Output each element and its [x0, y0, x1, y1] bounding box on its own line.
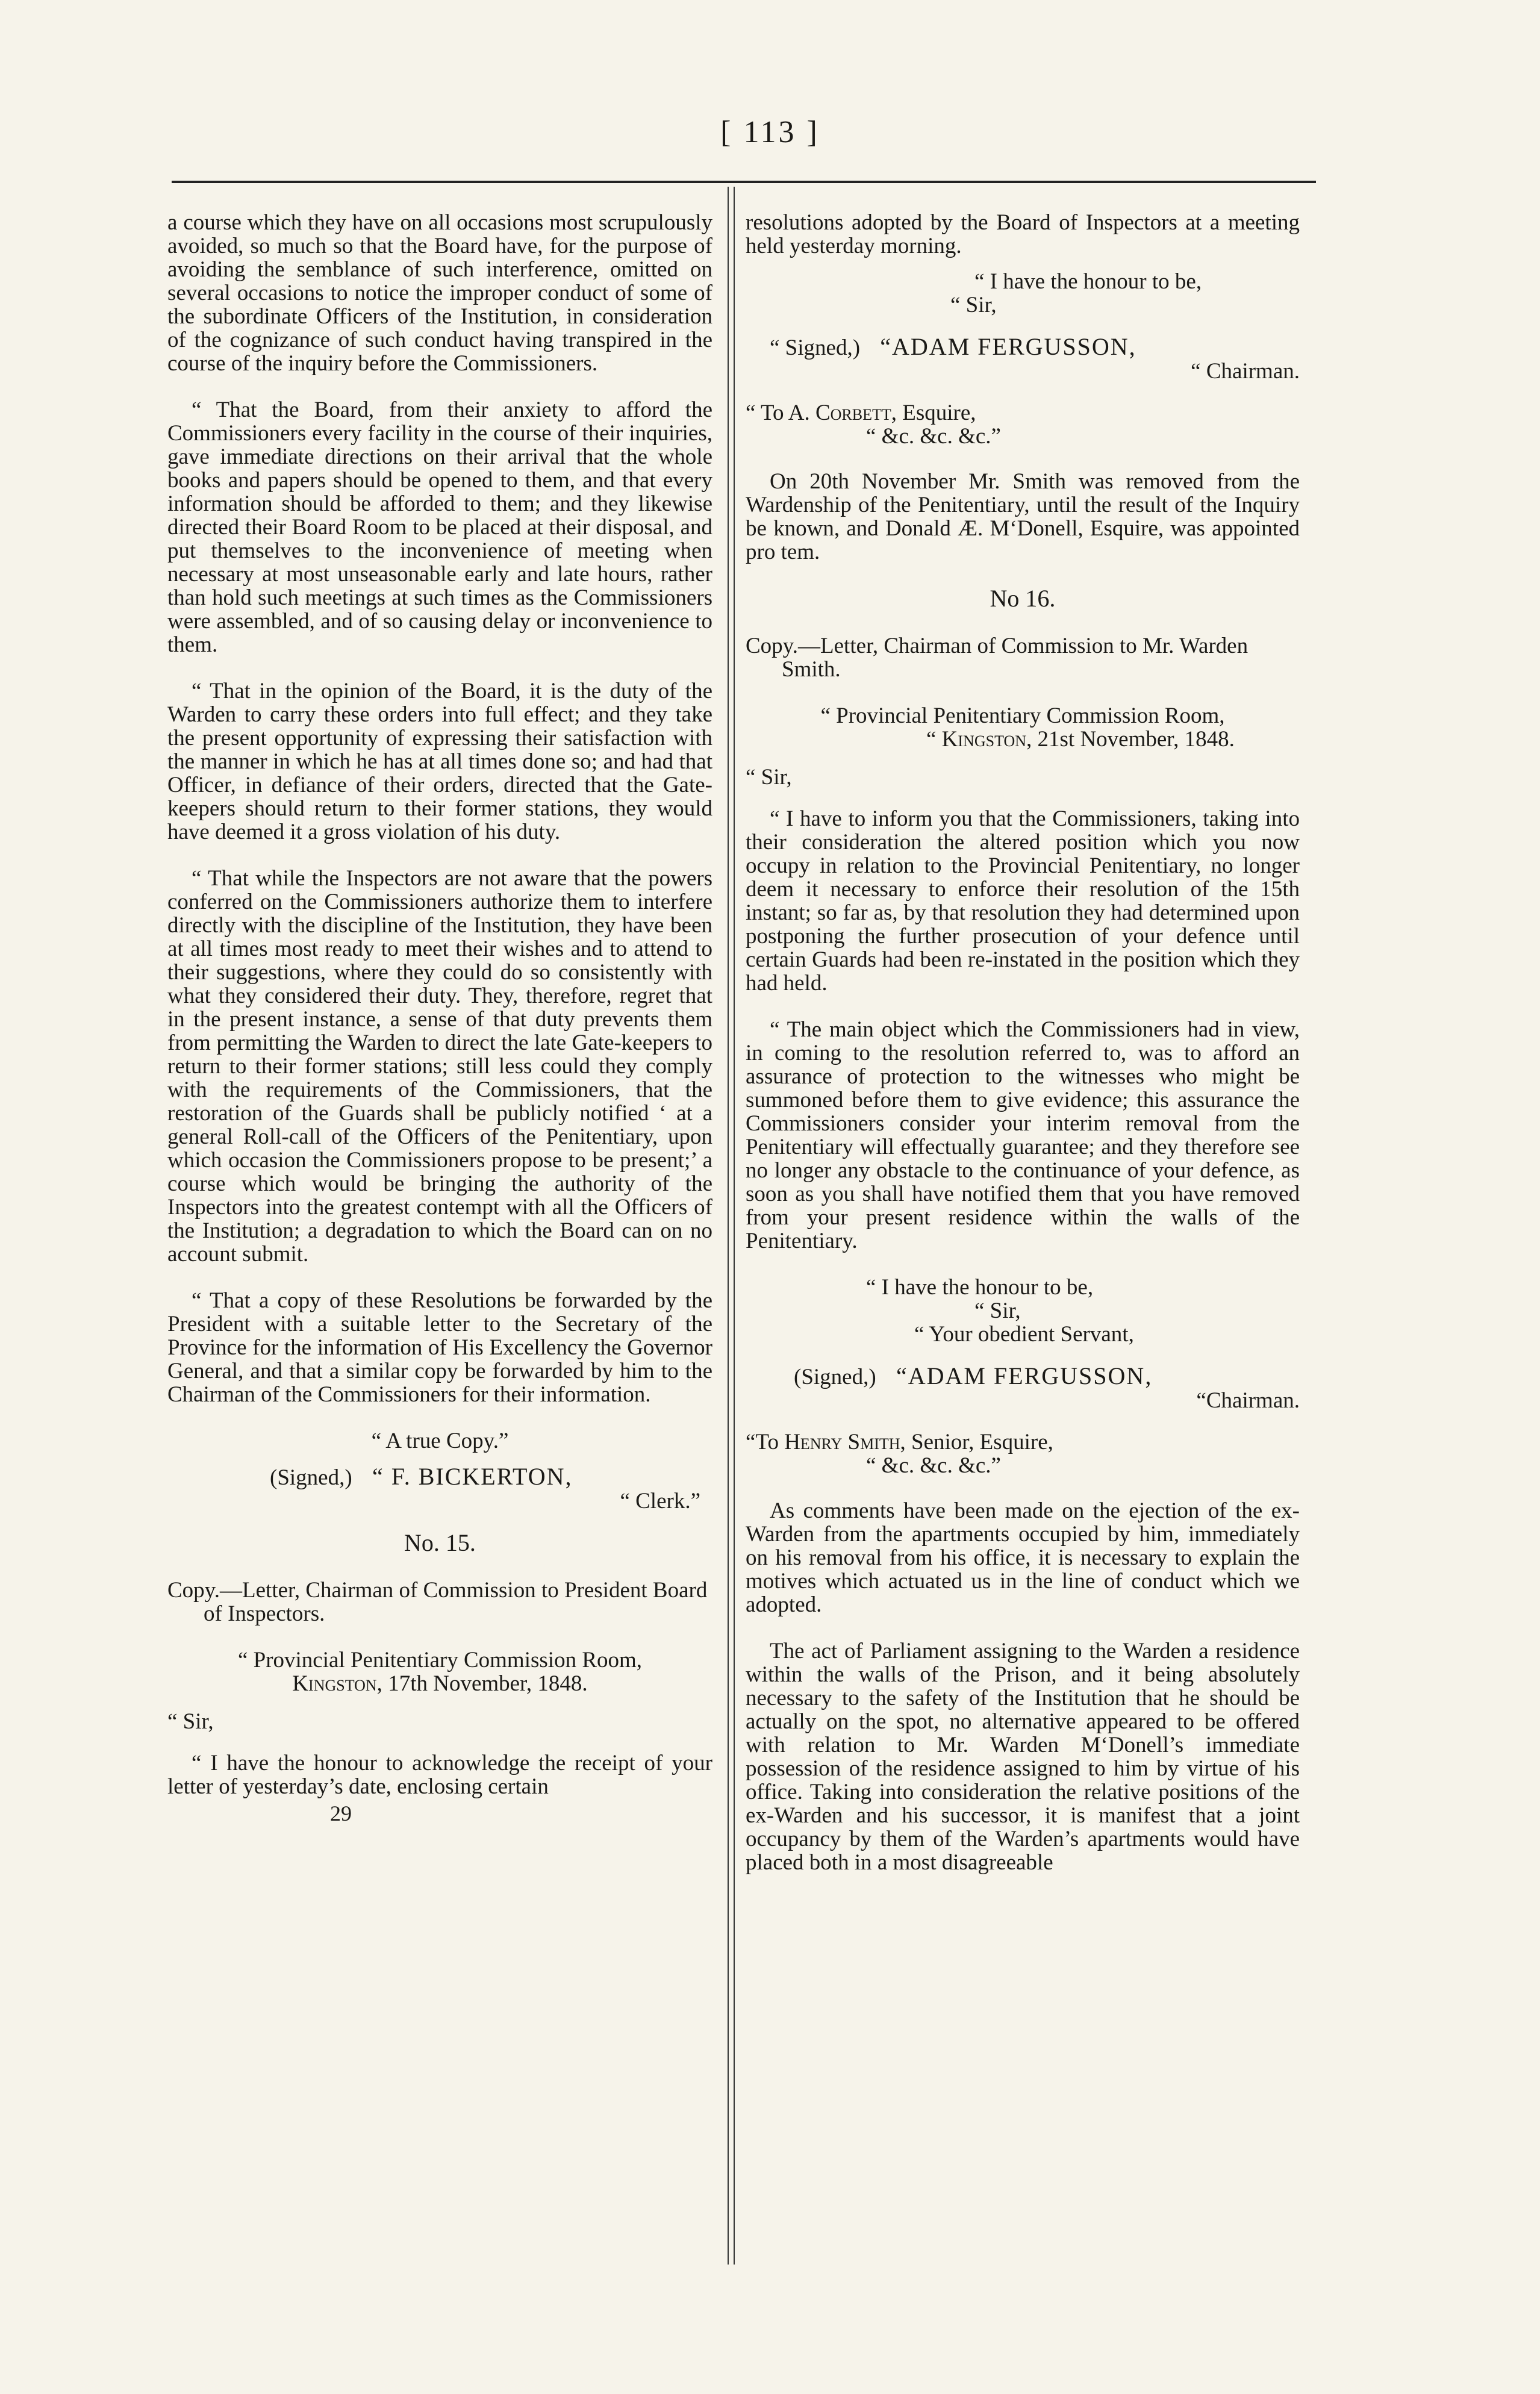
place-date-line: [167, 1672, 712, 1695]
paragraph: “ That the Board, from their anxiety to afford the Commissioners every facility in the course of their inquiries, gave immediate directions on their arrival that the whole books and papers should be opened to them, and that every information should be afforded to them; and they likewise directed their Board Room to be placed at their disposal, and put themselves to the inconvenience of meeting when necessary at most unseasonable early and late hours, rather than hold such meetings at such times as the Commissioners were assembled, and of so causing delay or inconvenience to them.: [167, 397, 712, 657]
place-name: Kingston,: [292, 1671, 382, 1696]
copy-description: Copy.—Letter, Chairman of Commission to Mr. Warden Smith.: [746, 634, 1249, 682]
signed-label: (Signed,): [794, 1365, 876, 1389]
closing-line: “ I have the honour to be,: [866, 1275, 1094, 1300]
top-rule: [172, 181, 1316, 183]
left-column: [167, 211, 712, 1825]
signer-name: “ F. BICKERTON,: [372, 1463, 573, 1490]
addressee-prefix: “To: [746, 1430, 779, 1454]
signature-line: [167, 1465, 712, 1489]
place-date-line: [746, 728, 1300, 751]
page-number: [ 113 ]: [720, 115, 820, 149]
addressee-etc: “ &c. &c. &c.”: [866, 424, 1001, 449]
paragraph: On 20th November Mr. Smith was removed from the Wardenship of the Penitentiary, until the result of the Inquiry be known, and Donald Æ. M‘Donell, Esquire, was appointed pro tem.: [746, 469, 1300, 564]
signer-title: “ Chairman.: [1191, 359, 1300, 384]
paragraph: The act of Parliament assigning to the Warden a residence within the walls of the Prison, and it being absolutely necessary to the safety of the Institution that he should be actually on the spot, no alternative appeared to be offered with relation to Mr. Warden M‘Donell’s immediate possession of the residence assigned to him by virtue of his office. Taking into consideration the relative positions of the ex-Warden and his successor, it is manifest that a joint occupancy by them of the Warden’s apartments would have placed both in a most disagreeable: [746, 1639, 1300, 1875]
paragraph: “ I have the honour to acknowledge the receipt of your letter of yesterday’s date, enclosing certain: [167, 1751, 712, 1799]
signer-name: “ADAM FERGUSSON,: [896, 1362, 1153, 1389]
signed-label: “ Signed,): [770, 335, 861, 360]
document-heading: No 16.: [990, 585, 1056, 612]
paragraph: “ That a copy of these Resolutions be forwarded by the President with a suitable letter to the Secretary of the Province for the information of His Excellency the Governor General, and that a similar copy be forwarded by him to the Chairman of the Commissioners for their information.: [167, 1288, 712, 1407]
paragraph: “ The main object which the Commissioners had in view, in coming to the resolution referred to, was to afford an assurance of protection to the witnesses who might be summoned before them to give evidence; this assurance the Commissioners consider your interim removal from the Penitentiary will effectually guarantee; and they therefore see no longer any obstacle to the continuance of your defence, as soon as you shall have notified them that you have removed from your present residence within the walls of the Penitentiary.: [746, 1017, 1300, 1253]
addressee-etc: “ &c. &c. &c.”: [866, 1453, 1001, 1478]
closing-line: “ Your obedient Servant,: [914, 1322, 1134, 1347]
paragraph: “ I have to inform you that the Commissioners, taking into their consideration the altered position which you now occupy in relation to the Provincial Penitentiary, no longer deem it necessary to enforce their resolution of the 15th instant; so far as, by that resolution they had determined upon postponing the further prosecution of your defence until certain Guards had been re-instated in the position which they had held.: [746, 806, 1300, 996]
signature-line: [746, 335, 1300, 360]
address-line: “ Provincial Penitentiary Commission Room,: [820, 703, 1225, 728]
letter-date: 21st November, 1848.: [1037, 727, 1235, 752]
signer-name: “ADAM FERGUSSON,: [880, 333, 1136, 360]
right-column: [746, 211, 1300, 1897]
addressee-suffix: Senior, Esquire,: [911, 1430, 1053, 1454]
paragraph: “ That in the opinion of the Board, it is the duty of the Warden to carry these orders into full effect; and they take the present opportunity of expressing their satisfaction with the manner in which he has at all times done so; and had that Officer, in defiance of their orders, directed that the Gate-keepers should return to their former stations, they would have deemed it a gross violation of his duty.: [167, 679, 712, 844]
addressee-name: Henry Smith,: [784, 1430, 906, 1454]
addressee-line: [746, 401, 1300, 425]
true-copy-line: “ A true Copy.”: [371, 1429, 509, 1453]
paragraph: As comments have been made on the ejection of the ex-Warden from the apartments occupied by him, immediately on his removal from his office, it is necessary to explain the motives which actuated us in the line of conduct which we adopted.: [746, 1498, 1300, 1617]
address-line: “ Provincial Penitentiary Commission Room,: [237, 1648, 643, 1672]
signature-line: [746, 1364, 1300, 1389]
copy-description: Copy.—Letter, Chairman of Commission to President Board of Inspectors.: [167, 1578, 708, 1626]
signer-title: “Chairman.: [1196, 1388, 1300, 1413]
addressee-name: Corbett,: [815, 401, 897, 425]
signed-label: (Signed,): [270, 1465, 352, 1490]
paragraph: “ That while the Inspectors are not aware that the powers conferred on the Commissioners authorize them to interfere directly with the discipline of the Institution, they have been at all times most ready to meet their wishes and to attend to their suggestions, where they could do so consistently with what they considered their duty. They, therefore, regret that in the present instance, a sense of that duty prevents them from permitting the Warden to direct the late Gate-keepers to return to their former stations; still less could they comply with the requirements of the Commissioners, that the restoration of the Guards shall be publicly notified ‘ at a general Roll-call of the Officers of the Penitentiary, upon which occasion the Commissioners propose to be present;’ a course which would be bringing the authority of the Inspectors into the greatest contempt with all the Officers of the Institution; a degradation to which the Board can on no account submit.: [167, 866, 712, 1267]
paragraph: resolutions adopted by the Board of Inspectors at a meeting held yesterday morning.: [746, 210, 1300, 258]
closing-line: “ Sir,: [974, 1298, 1021, 1323]
closing-line: “ I have the honour to be,: [974, 269, 1202, 294]
closing-line: “ Sir,: [950, 293, 997, 317]
addressee-line: [746, 1430, 1300, 1454]
signer-title: “ Clerk.”: [620, 1489, 700, 1513]
addressee-suffix: Esquire,: [902, 401, 976, 425]
place-name: “ Kingston,: [926, 727, 1032, 752]
paragraph: a course which they have on all occasions most scrupulously avoided, so much so that the Board have, for the purpose of avoiding the semblance of such interference, omitted on several occasions to notice the improper conduct of some of the subordinate Officers of the Institution, in consideration of the cognizance of such conduct having transpired in the course of the inquiry before the Commissioners.: [167, 210, 712, 376]
sheet-number: 29: [330, 1801, 352, 1825]
addressee-prefix: “ To A.: [746, 401, 810, 425]
column-divider: [728, 187, 735, 2265]
letter-date: 17th November, 1848.: [388, 1671, 588, 1696]
salutation: “ Sir,: [167, 1709, 214, 1734]
document-heading: No. 15.: [404, 1529, 476, 1556]
salutation: “ Sir,: [746, 765, 792, 790]
